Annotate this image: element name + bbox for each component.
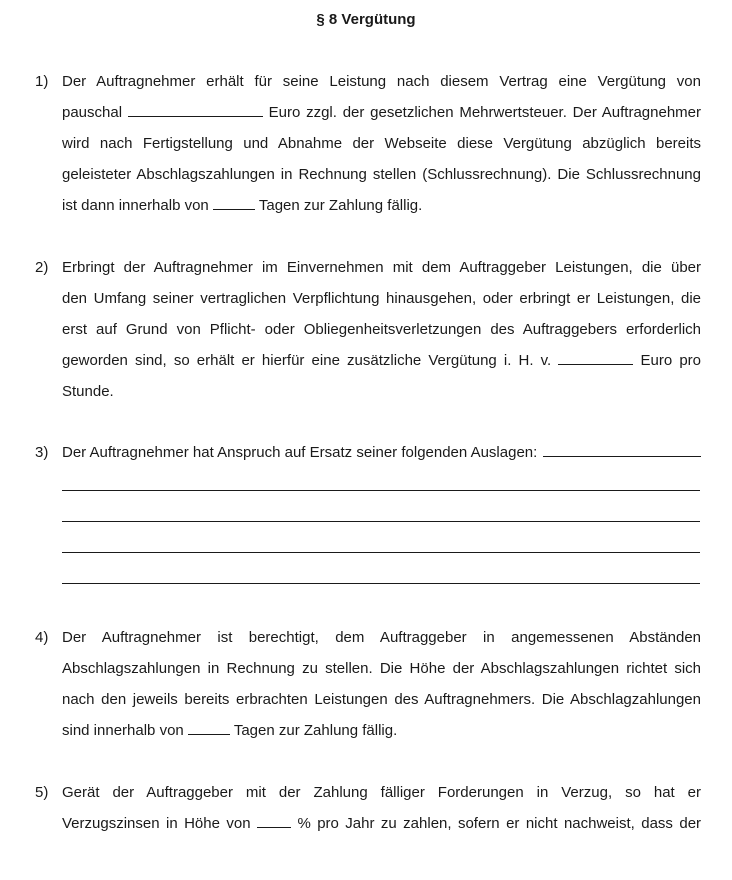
blank-field-hourly-rate[interactable] xyxy=(558,350,633,365)
text-line: erst auf Grund von Pflicht- oder Obliegenheitsverletzungen des Auftraggebers erforderlich xyxy=(62,321,701,338)
text-line: nach den jeweils bereits erbrachten Leistungen des Auftragnehmers. Die Abschlagzahlungen xyxy=(62,691,701,708)
section-number-2: 2) xyxy=(35,259,49,276)
text-line: Verzugszinsen in Höhe von % pro Jahr zu zahlen, sofern er nicht nachweist, dass der xyxy=(62,815,702,832)
blank-line-expenses-2[interactable] xyxy=(62,521,700,522)
text-line: ist dann innerhalb von Tagen zur Zahlung fällig. xyxy=(62,197,423,214)
paragraph-1 xyxy=(62,66,701,221)
paragraph-3 xyxy=(62,437,701,468)
blank-field-interest-rate[interactable] xyxy=(257,813,291,828)
text-line: Der Auftragnehmer ist berechtigt, dem Auftraggeber in angemessenen Abständen xyxy=(62,629,701,646)
text-line: sind innerhalb von Tagen zur Zahlung fällig. xyxy=(62,722,398,739)
text-line: Der Auftragnehmer erhält für seine Leistung nach diesem Vertrag eine Vergütung von xyxy=(62,73,701,90)
blank-field-expenses[interactable] xyxy=(543,442,701,457)
text-line: geworden sind, so erhält er hierfür eine zusätzliche Vergütung i. H. v. Euro pro xyxy=(62,352,701,369)
section-number-5: 5) xyxy=(35,784,49,801)
blank-line-expenses-1[interactable] xyxy=(62,490,700,491)
text-line: wird nach Fertigstellung und Abnahme der Webseite diese Vergütung abzüglich bereits xyxy=(62,135,701,152)
text-line: Stunde. xyxy=(62,383,114,400)
blank-field-days[interactable] xyxy=(188,720,230,735)
text-line: den Umfang seiner vertraglichen Verpflichtung hinausgehen, oder erbringt er Leistungen, die xyxy=(62,290,701,307)
text-line: Erbringt der Auftragnehmer im Einvernehmen mit dem Auftraggeber Leistungen, die über xyxy=(62,259,701,276)
text-line: Der Auftragnehmer hat Anspruch auf Ersatz seiner folgenden Auslagen: xyxy=(62,437,701,468)
blank-line-expenses-3[interactable] xyxy=(62,552,700,553)
text-line: pauschal Euro zzgl. der gesetzlichen Mehrwertsteuer. Der Auftragnehmer xyxy=(62,104,701,121)
section-title: § 8 Vergütung xyxy=(316,11,416,28)
blank-field-amount[interactable] xyxy=(128,102,263,117)
paragraph-4 xyxy=(62,622,701,746)
text-line: geleisteter Abschlagszahlungen in Rechnung stellen (Schlussrechnung). Die Schlussrechnung xyxy=(62,166,701,183)
blank-field-days[interactable] xyxy=(213,195,255,210)
text-line: Gerät der Auftraggeber mit der Zahlung fälliger Forderungen in Verzug, so hat er xyxy=(62,784,701,801)
paragraph-2 xyxy=(62,252,701,407)
blank-line-expenses-4[interactable] xyxy=(62,583,700,584)
section-number-4: 4) xyxy=(35,629,49,646)
paragraph-5 xyxy=(62,777,701,839)
section-number-1: 1) xyxy=(35,73,49,90)
section-number-3: 3) xyxy=(35,444,49,461)
text-line: Abschlagszahlungen in Rechnung zu stellen. Die Höhe der Abschlagszahlungen richtet sich xyxy=(62,660,701,677)
